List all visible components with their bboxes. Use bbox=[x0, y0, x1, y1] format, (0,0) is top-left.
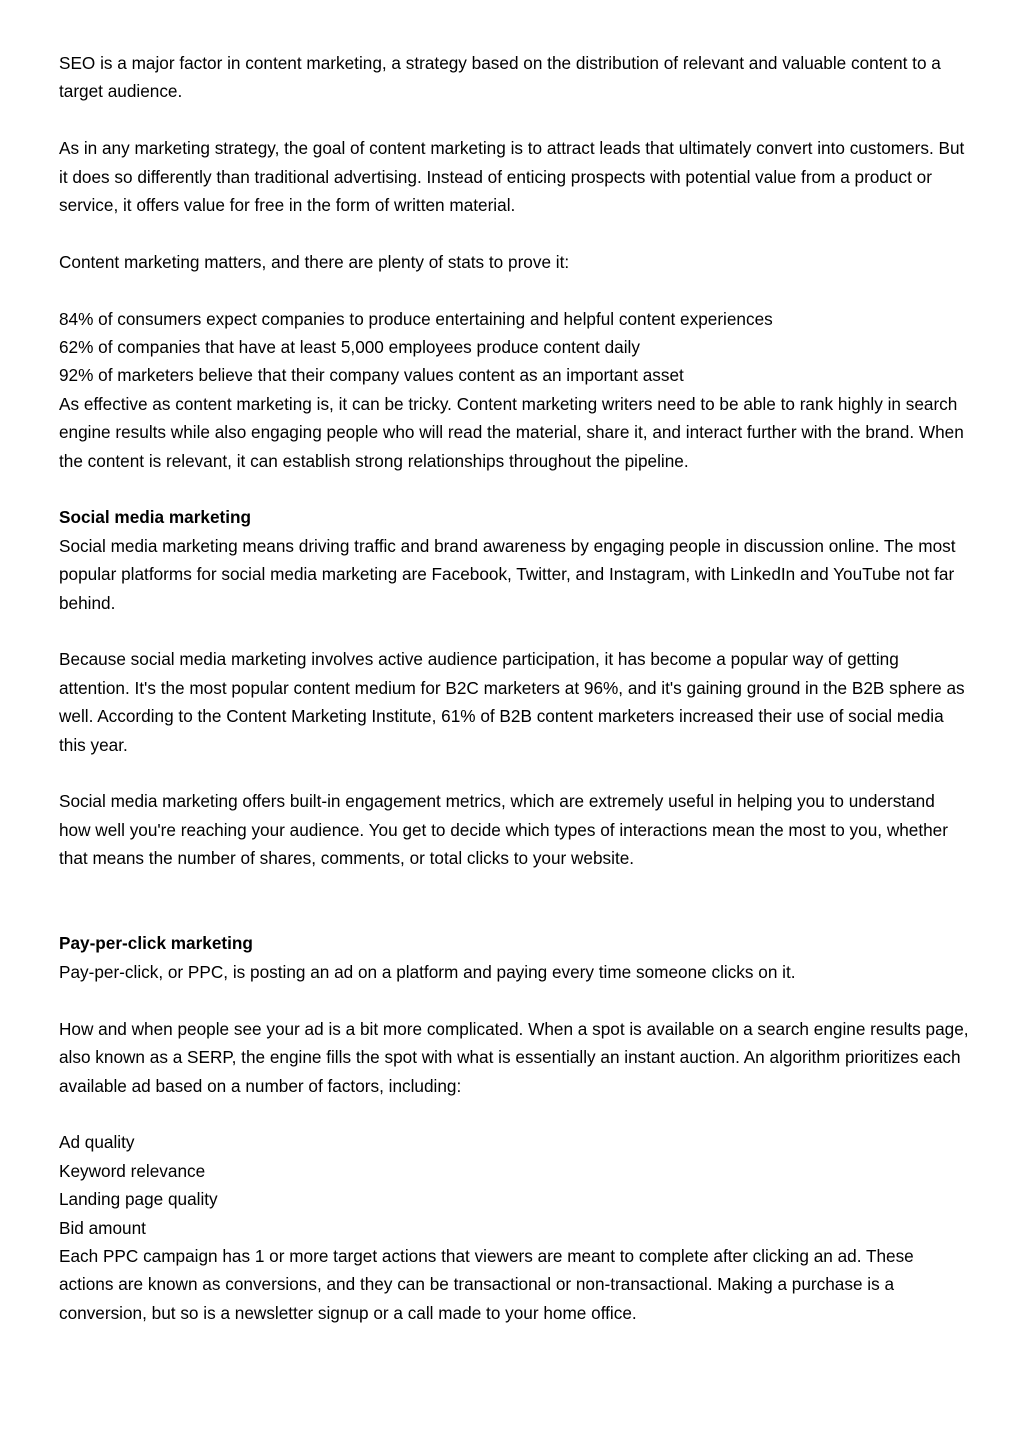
social-paragraph-metrics: Social media marketing offers built-in engagement metrics, which are extremely useful in helping you to understand how well you're reaching your audience. You get to decide which types of interactions mean the most to you, whether that means the number of shares, comments, or total clicks to your website. bbox=[59, 791, 948, 869]
factor-item: Keyword relevance bbox=[59, 1160, 206, 1181]
factor-item: Landing page quality bbox=[59, 1189, 218, 1210]
factor-item: Bid amount bbox=[59, 1217, 146, 1238]
spacer bbox=[59, 1100, 969, 1128]
intro-paragraph-effective: As effective as content marketing is, it can be tricky. Content marketing writers need to be able to rank highly in search engine results while also engaging people who will read the material, share it, and interact further with the brand. When the content is relevant, it can establish strong relationships throughout the pipeline. bbox=[59, 393, 964, 471]
stats-list bbox=[59, 305, 969, 390]
document-page bbox=[59, 49, 969, 1327]
intro-paragraph-goal: As in any marketing strategy, the goal of content marketing is to attract leads that ultimately convert into customers. But it does so differently than traditional advertising. Instead of enticing prospects with potential value from a product or service, it offers value for free in the form of written material. bbox=[59, 138, 965, 216]
spacer bbox=[59, 475, 969, 503]
stat-item: 92% of marketers believe that their company values content as an important asset bbox=[59, 365, 684, 386]
section-heading-ppc: Pay-per-click marketing bbox=[59, 933, 253, 954]
factors-list bbox=[59, 1128, 969, 1242]
ppc-paragraph-auction: How and when people see your ad is a bit more complicated. When a spot is available on a search engine results page, also known as a SERP, the engine fills the spot with what is essentially an instant auction. An algorithm prioritizes each available ad based on a number of factors, including: bbox=[59, 1018, 969, 1096]
social-paragraph-definition: Social media marketing means driving traffic and brand awareness by engaging people in discussion online. The most popular platforms for social media marketing are Facebook, Twitter, and Instagram, with LinkedIn and YouTube not far behind. bbox=[59, 535, 956, 613]
spacer bbox=[59, 873, 969, 930]
spacer bbox=[59, 986, 969, 1014]
stat-item: 84% of consumers expect companies to produce entertaining and helpful content experiences bbox=[59, 308, 773, 329]
factor-item: Ad quality bbox=[59, 1132, 135, 1153]
ppc-paragraph-conversions: Each PPC campaign has 1 or more target actions that viewers are meant to complete after clicking an ad. These actions are known as conversions, and they can be transactional or non-transactional. Making a purchase is a conversion, but so is a newsletter signup or a call made to your home office. bbox=[59, 1245, 914, 1323]
spacer bbox=[59, 617, 969, 645]
section-heading-social: Social media marketing bbox=[59, 507, 251, 528]
intro-paragraph-stats-lead: Content marketing matters, and there are plenty of stats to prove it: bbox=[59, 251, 570, 272]
spacer bbox=[59, 276, 969, 304]
ppc-paragraph-definition: Pay-per-click, or PPC, is posting an ad on a platform and paying every time someone clicks on it. bbox=[59, 961, 796, 982]
spacer bbox=[59, 219, 969, 247]
spacer bbox=[59, 106, 969, 134]
social-paragraph-participation: Because social media marketing involves active audience participation, it has become a popular way of getting attention. It's the most popular content medium for B2C marketers at 96%, and it's gaining ground in the B2B sphere as well. According to the Content Marketing Institute, 61% of B2B content marketers increased their use of social media this year. bbox=[59, 649, 965, 755]
spacer bbox=[59, 759, 969, 787]
stat-item: 62% of companies that have at least 5,000 employees produce content daily bbox=[59, 337, 640, 358]
intro-paragraph-seo: SEO is a major factor in content marketing, a strategy based on the distribution of relevant and valuable content to a target audience. bbox=[59, 53, 941, 102]
